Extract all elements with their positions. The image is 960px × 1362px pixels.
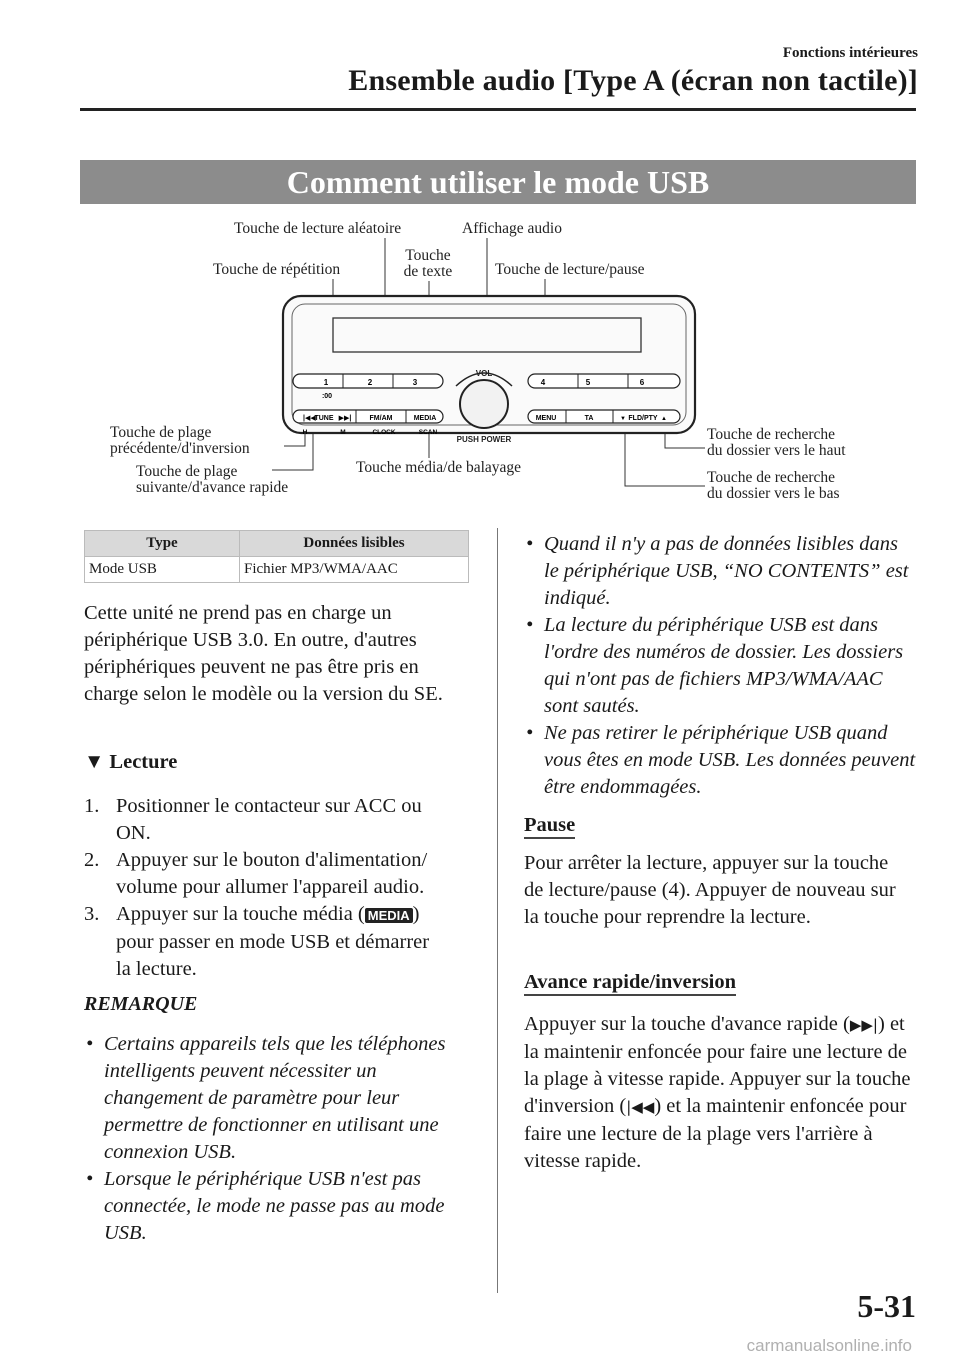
ta-label: TA [584, 415, 594, 422]
list-item [84, 901, 484, 983]
table-header-row [85, 531, 469, 557]
volume-knob [460, 380, 508, 428]
page-title: Ensemble audio [Type A (écran non tactile)] [348, 64, 918, 97]
preset-3: 3 [412, 378, 418, 387]
bullet-icon: • [526, 614, 534, 636]
callout-repeat: Touche de répétition [213, 261, 341, 278]
step-text-cont: volume pour allumer l'appareil audio. [116, 876, 425, 898]
callout-prev-line1: Touche de plage [110, 424, 212, 441]
callout-random: Touche de lecture aléatoire [234, 220, 402, 237]
list-item [84, 793, 484, 847]
table-header-data: Données lisibles [240, 531, 469, 557]
folder-up-icon: ▲ [661, 416, 667, 422]
bullet-icon: • [526, 533, 534, 555]
note-text: Lorsque le périphérique USB n'est pas connectée, le mode ne passe pas au mode USB. [104, 1168, 445, 1244]
list-item [524, 720, 916, 801]
pause-title: Pause [524, 814, 575, 839]
ff-paragraph [524, 1011, 919, 1175]
rew-text-b: ) et [654, 1095, 682, 1117]
step-text: Appuyer sur le bouton d'alimentation/ [116, 849, 428, 871]
preset-1: 1 [323, 378, 329, 387]
note-text: Quand il n'y a pas de données lisibles dans le périphérique USB, “NO CONTENTS” est indiqué. [544, 533, 909, 609]
readable-data-table [84, 530, 469, 583]
step-text-close: ) [412, 903, 420, 925]
note-text: Certains appareils tels que les téléphones intelligents peuvent nécessiter un changement de paramètre pour leur permettre de fonctionner en utilisant une connexion USB. [104, 1033, 446, 1163]
rew-text-a: Appuyer sur la touche d'inversion ( [524, 1068, 911, 1117]
ff-text-rest: et la maintenir enfoncée pour faire une lecture de la plage à vitesse rapide. [524, 1013, 908, 1090]
callout-folder-up-line2: du dossier vers le haut [707, 442, 846, 459]
intro-paragraph: Cette unité ne prend pas en charge un périphérique USB 3.0. En outre, d'autres périphériques peuvent ne pas être pris en charge selon le modèle ou la version du SE. [84, 602, 443, 705]
note-text: La lecture du périphérique USB est dans l'ordre des numéros de dossier. Les dossiers qui n'ont pas de fichiers MP3/WMA/AAC sont sautés. [544, 614, 904, 717]
column-divider [497, 528, 498, 1293]
prev-track-icon: |◀◀ [303, 415, 316, 422]
h-label: H [302, 429, 308, 436]
rewind-icon: |◀◀ [626, 1098, 655, 1116]
clock-label: CLOCK [372, 429, 396, 436]
table-cell-data: Fichier MP3/WMA/AAC [240, 557, 469, 583]
callout-text-line1: Touche [405, 247, 451, 264]
bullet-icon: • [86, 1033, 94, 1055]
section-marker-icon: ▼ [84, 751, 105, 773]
next-track-icon: ▶▶| [338, 415, 352, 422]
table-row [85, 557, 469, 583]
step-number: 1. [84, 795, 100, 817]
scan-label: SCAN [418, 429, 438, 436]
tune-label: TUNE [314, 415, 334, 422]
table-header-type: Type [85, 531, 240, 557]
step-text-cont2: la lecture. [116, 958, 197, 980]
callout-playpause: Touche de lecture/pause [495, 261, 645, 278]
m-label: M [340, 429, 346, 436]
rew-text-rest: la maintenir enfoncée pour faire une lecture de la plage vers l'arrière à vitesse rapide. [524, 1095, 907, 1172]
section-banner: Comment utiliser le mode USB [80, 160, 916, 204]
callout-folder-up-line1: Touche de recherche [707, 426, 835, 443]
ff-text-a: Appuyer sur la touche d'avance rapide ( [524, 1013, 850, 1035]
callout-display: Affichage audio [462, 220, 562, 237]
menu-label: MENU [535, 415, 557, 422]
callout-next-line2: suivante/d'avance rapide [136, 479, 289, 496]
bullet-icon: • [526, 722, 534, 744]
page-number: 5-31 [857, 1288, 916, 1324]
ff-text-b: ) [877, 1013, 885, 1035]
list-item [524, 612, 916, 720]
pause-heading [524, 814, 575, 837]
list-item [84, 1166, 468, 1247]
callout-folder-down-line2: du dossier vers le bas [707, 485, 840, 502]
ff-title: Avance rapide/inversion [524, 971, 736, 996]
step-text: Appuyer sur la touche média ( [116, 903, 365, 925]
preset-5: 5 [585, 378, 591, 387]
list-item [84, 1031, 468, 1166]
step-text: Positionner le contacteur sur ACC ou [116, 795, 422, 817]
preset-4: 4 [540, 378, 546, 387]
note-text: Ne pas retirer le périphérique USB quand vous êtes en mode USB. Les données peuvent être endommagées. [544, 722, 916, 798]
steps-list [84, 793, 484, 983]
preset-row-right [528, 374, 680, 388]
media-button-icon: MEDIA [365, 908, 413, 923]
push-power-label: PUSH POWER [456, 435, 512, 444]
ff-heading [524, 971, 736, 994]
usb-notes [524, 531, 916, 801]
folder-down-icon: ▼ [620, 416, 626, 422]
list-item [524, 531, 916, 612]
preset-6: 6 [639, 378, 645, 387]
fast-forward-icon: ▶▶| [849, 1016, 878, 1034]
fmam-label: FM/AM [369, 415, 393, 422]
pause-paragraph: Pour arrêter la lecture, appuyer sur la touche de lecture/pause (4). Appuyer de nouveau sur la touche pour reprendre la lecture. [524, 852, 896, 928]
watermark: carmanualsonline.info [746, 1336, 912, 1355]
list-item [84, 847, 484, 901]
remarque-notes [84, 1031, 468, 1247]
chapter-label: Fonctions intérieures [782, 45, 918, 61]
section-lecture-heading [84, 751, 177, 774]
callout-prev-line2: précédente/d'inversion [110, 440, 250, 457]
callout-text-line2: de texte [403, 263, 453, 280]
preset-2: 2 [367, 378, 373, 387]
media-label: MEDIA [413, 415, 437, 422]
callout-next-line1: Touche de plage [136, 463, 238, 480]
callout-folder-down-line1: Touche de recherche [707, 469, 835, 486]
callout-media: Touche média/de balayage [356, 459, 522, 476]
table-cell-type: Mode USB [85, 557, 240, 583]
remarque-heading: REMARQUE [84, 993, 198, 1015]
vol-label: VOL [475, 369, 493, 378]
step-text-cont: pour passer en mode USB et démarrer [116, 931, 430, 953]
bullet-icon: • [86, 1168, 94, 1190]
preset-sub-label: :00 [321, 393, 333, 400]
section-lecture-title: Lecture [109, 751, 178, 773]
fldpty-label: FLD/PTY [628, 415, 658, 422]
step-number: 3. [84, 903, 100, 925]
step-text-cont: ON. [116, 822, 151, 844]
audio-unit-diagram [0, 0, 960, 520]
step-number: 2. [84, 849, 100, 871]
